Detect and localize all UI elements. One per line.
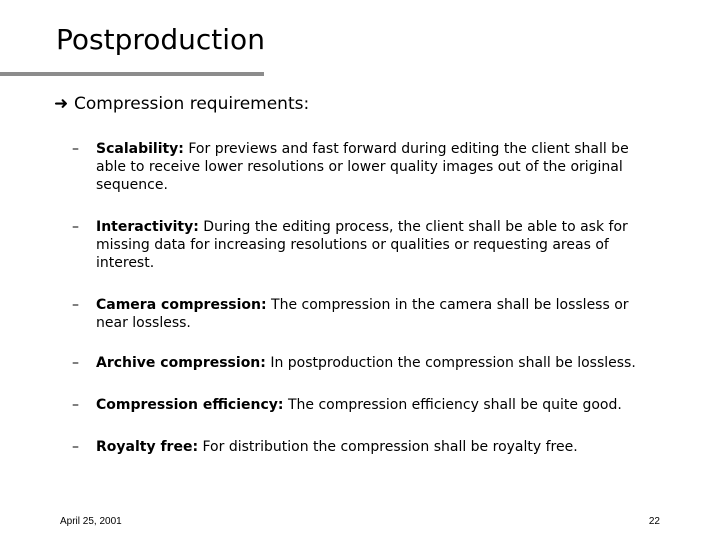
- slide-title: Postproduction: [56, 23, 265, 56]
- requirement-description: The compression efficiency shall be quite good.: [283, 397, 622, 413]
- requirement-term: Camera compression:: [96, 297, 267, 313]
- requirement-item-compression-efficiency: [72, 396, 652, 414]
- main-bullet-text: Compression requirements:: [74, 94, 310, 114]
- requirement-item-scalability: [72, 140, 652, 194]
- dash-bullet: –: [72, 397, 79, 413]
- requirement-item-royalty-free: [72, 438, 652, 456]
- requirement-term: Interactivity:: [96, 219, 199, 235]
- dash-bullet: –: [72, 141, 79, 157]
- requirement-item-interactivity: [72, 218, 652, 272]
- right-arrow-icon: ➜: [54, 94, 69, 114]
- footer-date: April 25, 2001: [60, 516, 122, 527]
- dash-bullet: –: [72, 297, 79, 313]
- title-underline: [0, 72, 264, 76]
- requirement-body: [96, 396, 652, 414]
- requirement-description: In postproduction the compression shall be lossless.: [265, 355, 636, 371]
- requirement-description: During the editing process, the client shall be able to ask for missing data for increasing resolutions or qualities or requesting areas of interest.: [96, 219, 628, 271]
- requirement-description: For previews and fast forward during editing the client shall be able to receive lower resolutions or lower quality images out of the original sequence.: [96, 141, 629, 193]
- requirement-item-camera-compression: [72, 296, 652, 332]
- dash-bullet: –: [72, 355, 79, 371]
- requirement-description: For distribution the compression shall be royalty free.: [198, 439, 578, 455]
- requirement-description: The compression in the camera shall be lossless or near lossless.: [96, 297, 629, 331]
- page-number: 22: [648, 516, 660, 527]
- requirement-body: [96, 354, 652, 372]
- dash-bullet: –: [72, 219, 79, 235]
- requirement-term: Compression efficiency:: [96, 397, 284, 413]
- requirement-body: [96, 140, 652, 194]
- requirement-term: Scalability:: [96, 141, 184, 157]
- requirement-term: Archive compression:: [96, 355, 266, 371]
- requirement-item-archive-compression: [72, 354, 652, 372]
- requirement-body: [96, 296, 652, 332]
- requirement-body: [96, 438, 652, 456]
- requirement-term: Royalty free:: [96, 439, 199, 455]
- dash-bullet: –: [72, 439, 79, 455]
- requirement-body: [96, 218, 652, 272]
